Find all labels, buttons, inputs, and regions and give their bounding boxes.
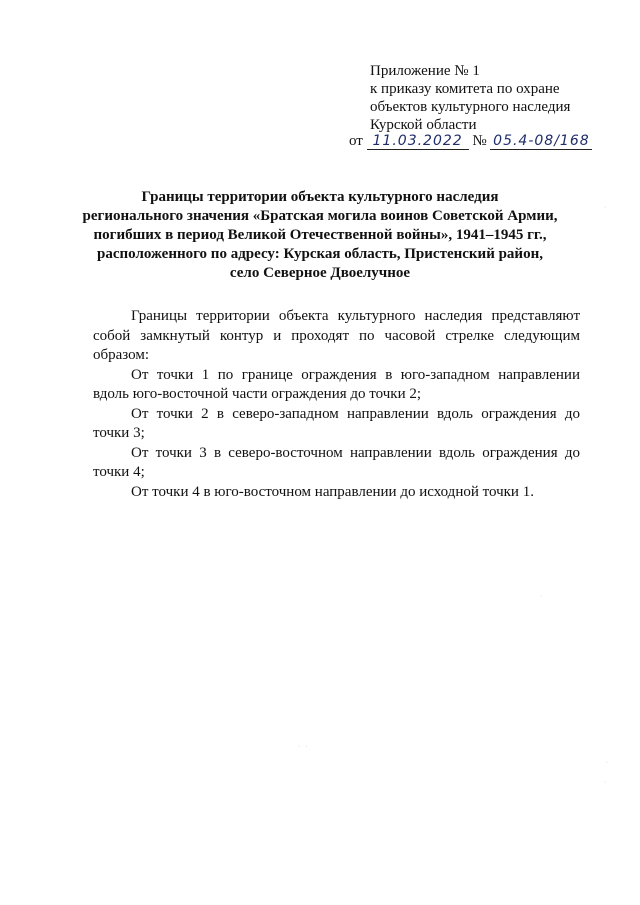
handwritten-date: 11.03.2022	[367, 133, 469, 150]
appendix-line: к приказу комитета по охране	[370, 81, 560, 97]
title-line: село Северное Двоелучное	[229, 265, 411, 281]
body-line: точки 4;	[93, 464, 145, 480]
title-line: расположенного по адресу: Курская область, Пристенский район,	[97, 246, 543, 262]
handwritten-number: 05.4-08/168	[490, 133, 592, 150]
body-line: собой замкнутый контур и проходят по часовой стрелке следующим	[93, 327, 580, 344]
document-body	[93, 307, 580, 502]
body-line: точки 3;	[93, 425, 145, 441]
appendix-line: Приложение № 1	[370, 63, 480, 79]
appendix-header	[370, 62, 620, 134]
body-paragraph	[93, 444, 580, 483]
scan-speck: ·	[606, 760, 610, 766]
title-line: регионального значения «Братская могила воинов Советской Армии,	[82, 208, 558, 224]
body-paragraph	[93, 405, 580, 444]
scan-speck: · ·	[298, 744, 310, 750]
appendix-line: объектов культурного наследия	[370, 99, 571, 115]
title-line: Границы территории объекта культурного наследия	[141, 189, 499, 205]
body-line: От точки 2 в северо-западном направлении вдоль ограждения до	[131, 405, 580, 422]
title-line: погибших в период Великой Отечественной войны», 1941–1945 гг.,	[93, 227, 547, 243]
body-line: От точки 4 в юго-восточном направлении до исходной точки 1.	[131, 483, 534, 500]
body-line: образом:	[93, 347, 150, 363]
number-label: №	[472, 133, 487, 149]
body-line: вдоль юго-восточной части ограждения до точки 2;	[93, 386, 422, 402]
body-paragraph	[93, 307, 580, 366]
body-line: Границы территории объекта культурного наследия представляют	[131, 308, 580, 324]
order-reference	[349, 133, 592, 150]
body-line: От точки 3 в северо-восточном направлении вдоль ограждения до	[131, 444, 580, 461]
body-line: От точки 1 по границе ограждения в юго-западном направлении	[131, 366, 580, 383]
document-title	[60, 188, 580, 283]
scan-speck: ·	[604, 205, 608, 211]
appendix-line: Курской области	[370, 117, 477, 133]
body-paragraph	[93, 366, 580, 405]
scan-speck: ·	[540, 594, 544, 600]
scan-speck: ·	[604, 780, 608, 786]
from-label: от	[349, 133, 363, 149]
body-paragraph	[93, 483, 580, 503]
